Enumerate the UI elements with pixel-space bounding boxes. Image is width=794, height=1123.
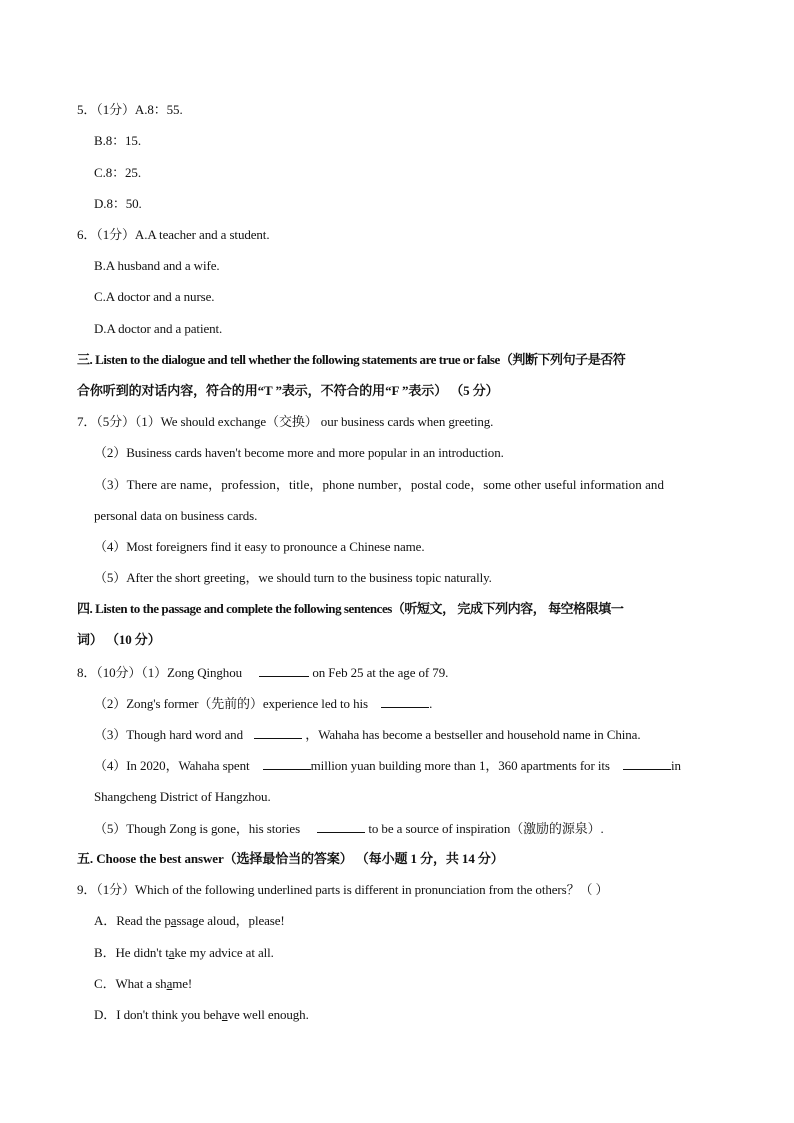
- q7-item-3-cont: personal data on business cards.: [94, 508, 258, 523]
- q6-option-b: B.A husband and a wife.: [94, 258, 220, 273]
- q8-s2-text-a: （2）Zong's former（先前的）experience led to his: [94, 696, 368, 711]
- answer-blank[interactable]: [259, 663, 309, 677]
- q9-d-text-rest: ve well enough.: [227, 1007, 309, 1022]
- q9-b-text-rest: ke my advice at all.: [174, 945, 274, 960]
- q7-item-5: （5）After the short greeting，we should turn to the business topic naturally.: [94, 570, 492, 585]
- q5-option-c: C.8：25.: [94, 165, 141, 180]
- q9-option-a: [94, 912, 285, 930]
- section-3-heading: 三. Listen to the dialogue and tell whether the following statements are true or false（判断下列句子是否符: [77, 352, 626, 367]
- q9-stem: 9．（1分）Which of the following underlined parts is different in pronunciation from the others？（ ）: [77, 882, 609, 897]
- answer-blank[interactable]: [254, 725, 302, 739]
- q9-d-text: D．I don't think you beh: [94, 1007, 222, 1022]
- section-4-heading: 四. Listen to the passage and complete the following sentences（听短文， 完成下列内容， 每空格限填一: [77, 601, 624, 616]
- q5-option-b: B.8：15.: [94, 133, 141, 148]
- q5-stem: 5．（1分）A.8：55.: [77, 102, 183, 117]
- underlined-letter: a: [166, 976, 173, 991]
- answer-blank[interactable]: [623, 756, 671, 770]
- q7-item-4: （4）Most foreigners find it easy to pronounce a Chinese name.: [94, 539, 425, 554]
- q8-s4-text-c: in: [670, 758, 681, 773]
- q8-sentence-5: [94, 819, 604, 838]
- q8-s2-text-b: .: [429, 696, 433, 711]
- q7-item-2: （2）Business cards haven't become more and more popular in an introduction.: [94, 445, 504, 460]
- q9-c-text-rest: me!: [172, 976, 193, 991]
- section-5-heading: 五. Choose the best answer（选择最恰当的答案） （每小题 1 分，共 14 分）: [77, 851, 504, 866]
- section-4-heading-cont: 词） （10 分）: [77, 632, 161, 647]
- q9-a-text: A．Read the p: [94, 913, 171, 928]
- q9-c-text: C．What a sh: [94, 976, 167, 991]
- q8-s3-text-b: ，Wahaha has become a bestseller and household name in China.: [305, 727, 641, 742]
- q9-option-d: [94, 1006, 309, 1024]
- q9-option-b: [94, 944, 274, 962]
- underlined-letter: a: [168, 945, 175, 960]
- underlined-letter: a: [221, 1007, 228, 1022]
- q9-option-c: [94, 975, 192, 993]
- q8-s4-text-a: （4）In 2020，Wahaha spent: [94, 758, 250, 773]
- q8-s5-text-a: （5）Though Zong is gone，his stories: [94, 821, 301, 836]
- q9-b-text: B．He didn't t: [94, 945, 169, 960]
- q8-s5-text-b: to be a source of inspiration（激励的源泉）.: [368, 821, 604, 836]
- q9-a-text-rest: ssage aloud，please!: [176, 913, 285, 928]
- q6-stem: 6．（1分）A.A teacher and a student.: [77, 227, 270, 242]
- section-3-heading-cont: 合你听到的对话内容，符合的用“T ”表示，不符合的用“F ”表示） （5 分）: [77, 383, 499, 398]
- q8-sentence-4: [94, 756, 681, 775]
- q8-s1-text-a: 8．（10分）（1）Zong Qinghou: [77, 665, 242, 680]
- answer-blank[interactable]: [381, 694, 429, 708]
- answer-blank[interactable]: [263, 756, 311, 770]
- q6-option-c: C.A doctor and a nurse.: [94, 289, 215, 304]
- q8-sentence-3: [94, 725, 640, 744]
- q8-s1-text-b: on Feb 25 at the age of 79.: [312, 665, 449, 680]
- q8-sentence-1: [77, 663, 448, 682]
- answer-blank[interactable]: [317, 819, 365, 833]
- q7-item-3: （3）There are name，profession，title，phone number，postal code，some other useful information and: [94, 477, 664, 492]
- q8-s3-text-a: （3）Though hard word and: [94, 727, 243, 742]
- q5-option-d: D.8：50.: [94, 196, 142, 211]
- q8-sentence-2: [94, 694, 432, 713]
- underlined-letter: a: [170, 913, 177, 928]
- q8-s4-text-b: million yuan building more than 1，360 apartments for its: [310, 758, 610, 773]
- q6-option-d: D.A doctor and a patient.: [94, 321, 223, 336]
- q8-sentence-4-cont: Shangcheng District of Hangzhou.: [94, 789, 271, 804]
- q7-stem: 7．（5分）（1）We should exchange（交换） our business cards when greeting.: [77, 414, 494, 429]
